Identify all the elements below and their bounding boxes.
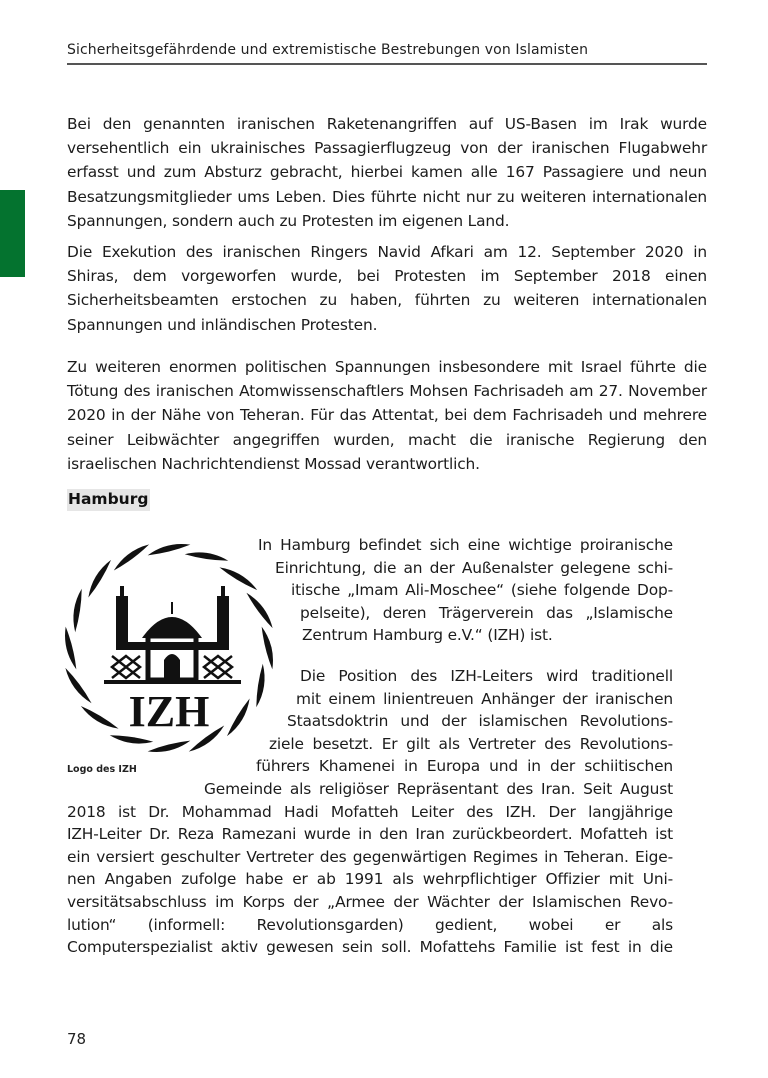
wrap-line: Zentrum Hamburg e.V.“ (IZH) ist. [302, 626, 553, 644]
right-minaret [217, 596, 229, 644]
logo-text: IZH [128, 687, 210, 736]
izh-logo [64, 538, 274, 758]
logo-leaf [260, 626, 274, 670]
wrap-line: itische „Imam Ali-Moschee“ (siehe folgende Dop- [291, 581, 673, 599]
running-header: Sicherheitsgefährdende und extremistische Bestrebungen von Islamisten [67, 42, 707, 65]
paragraph-2: Die Exekution des iranischen Ringers Navid Afkari am 12. September 2020 in Shiras, dem vorgeworfen wurde, bei Protesten im September 2018 einen Sicherheitsbeamten erstochen zu haben, führten zu weiteren internationalen Spannungen und inländischen Protesten. [67, 243, 707, 334]
wrap-line: In Hamburg befindet sich eine wichtige proiranische [258, 536, 673, 554]
izh-logo-icon [64, 538, 274, 758]
logo-leaf [255, 664, 267, 708]
wrap-line: nen Angaben zufolge habe er ab 1991 als wehrpflichtiger Offizier mit Uni- [67, 870, 673, 889]
logo-leaf [85, 558, 113, 599]
logo-leaf [64, 667, 93, 706]
logo-leaf [147, 739, 191, 755]
wrap-line: versitätsabschluss im Korps der „Armee der Wächter der Islamischen Revo- [67, 893, 673, 911]
wrap-line: ein versiert geschulter Vertreter des gegenwärtigen Regimes in Teheran. Eige- [67, 847, 673, 866]
wrap-line: IZH-Leiter Dr. Reza Ramezani wurde in den Iran zurückbeordert. Mofatteh ist [67, 825, 673, 844]
logo-leaf [71, 588, 83, 632]
paragraph-3: Zu weiteren enormen politischen Spannungen insbesondere mit Israel führte die Tötung des iranischen Atomwissenschaftlers Mohsen Fachrisadeh am 27. November 2020 in der Nähe von Teheran. Für das Attentat, bei dem Fachrisadeh und mehrere seiner Leibwächter angegriffen wurden, macht die iranische Regierung den israelischen Nachrichtendienst Mossad verantwortlich. [67, 358, 707, 473]
left-minaret [116, 596, 128, 644]
section-heading-hamburg: Hamburg [67, 489, 150, 511]
logo-caption: Logo des IZH [67, 764, 137, 775]
logo-leaf [111, 541, 150, 572]
logo-leaf [79, 705, 120, 733]
logo-leaf [147, 540, 191, 556]
page-number: 78 [67, 1030, 87, 1048]
wrap-line: ziele besetzt. Er gilt als Vertreter des Revolutions- [269, 734, 673, 753]
wrap-line: Computerspezialist aktiv gewesen sein soll. Mofattehs Familie ist fest in die [67, 938, 673, 957]
paragraph-1: Bei den genannten iranischen Raketenangriffen auf US-Basen im Irak wurde versehentlich ein ukrainisches Passagierflugzeug von der iranischen Flugabwehr erfasst und zum Absturz gebracht, hierbei kamen alle 167 Passagiere und neun Besatzungsmitglieder ums Leben. Dies führte nicht nur zu weiteren internationalen Spannungen, sondern auch zu Protesten im eigenen Land. [67, 115, 707, 230]
logo-leaf [185, 550, 229, 562]
wrap-line: Einrichtung, die an der Außenalster gelegene schi- [275, 558, 673, 577]
wrap-line: pelseite), deren Trägerverein das „Islamische [300, 603, 673, 622]
wrap-line: führers Khamenei in Europa und in der schiitischen [256, 757, 673, 776]
logo-leaf [245, 590, 274, 629]
wrap-line: Gemeinde als religiöser Repräsentant des Iran. Seit August [204, 780, 673, 798]
wrap-line: lution“ (informell: Revolutionsgarden) gedient, wobei er als [67, 915, 673, 934]
logo-leaf [226, 698, 254, 739]
wrap-line: Staatsdoktrin und der islamischen Revolutions- [287, 712, 673, 731]
wrap-line: mit einem linientreuen Anhänger der iranischen [296, 689, 673, 708]
chapter-tab-marker [0, 190, 25, 277]
wrap-line: Die Position des IZH-Leiters wird traditionell [300, 667, 673, 685]
wrap-line: 2018 ist Dr. Mohammad Hadi Mofatteh Leiter des IZH. Der langjährige [67, 802, 673, 821]
logo-leaf [64, 626, 78, 670]
